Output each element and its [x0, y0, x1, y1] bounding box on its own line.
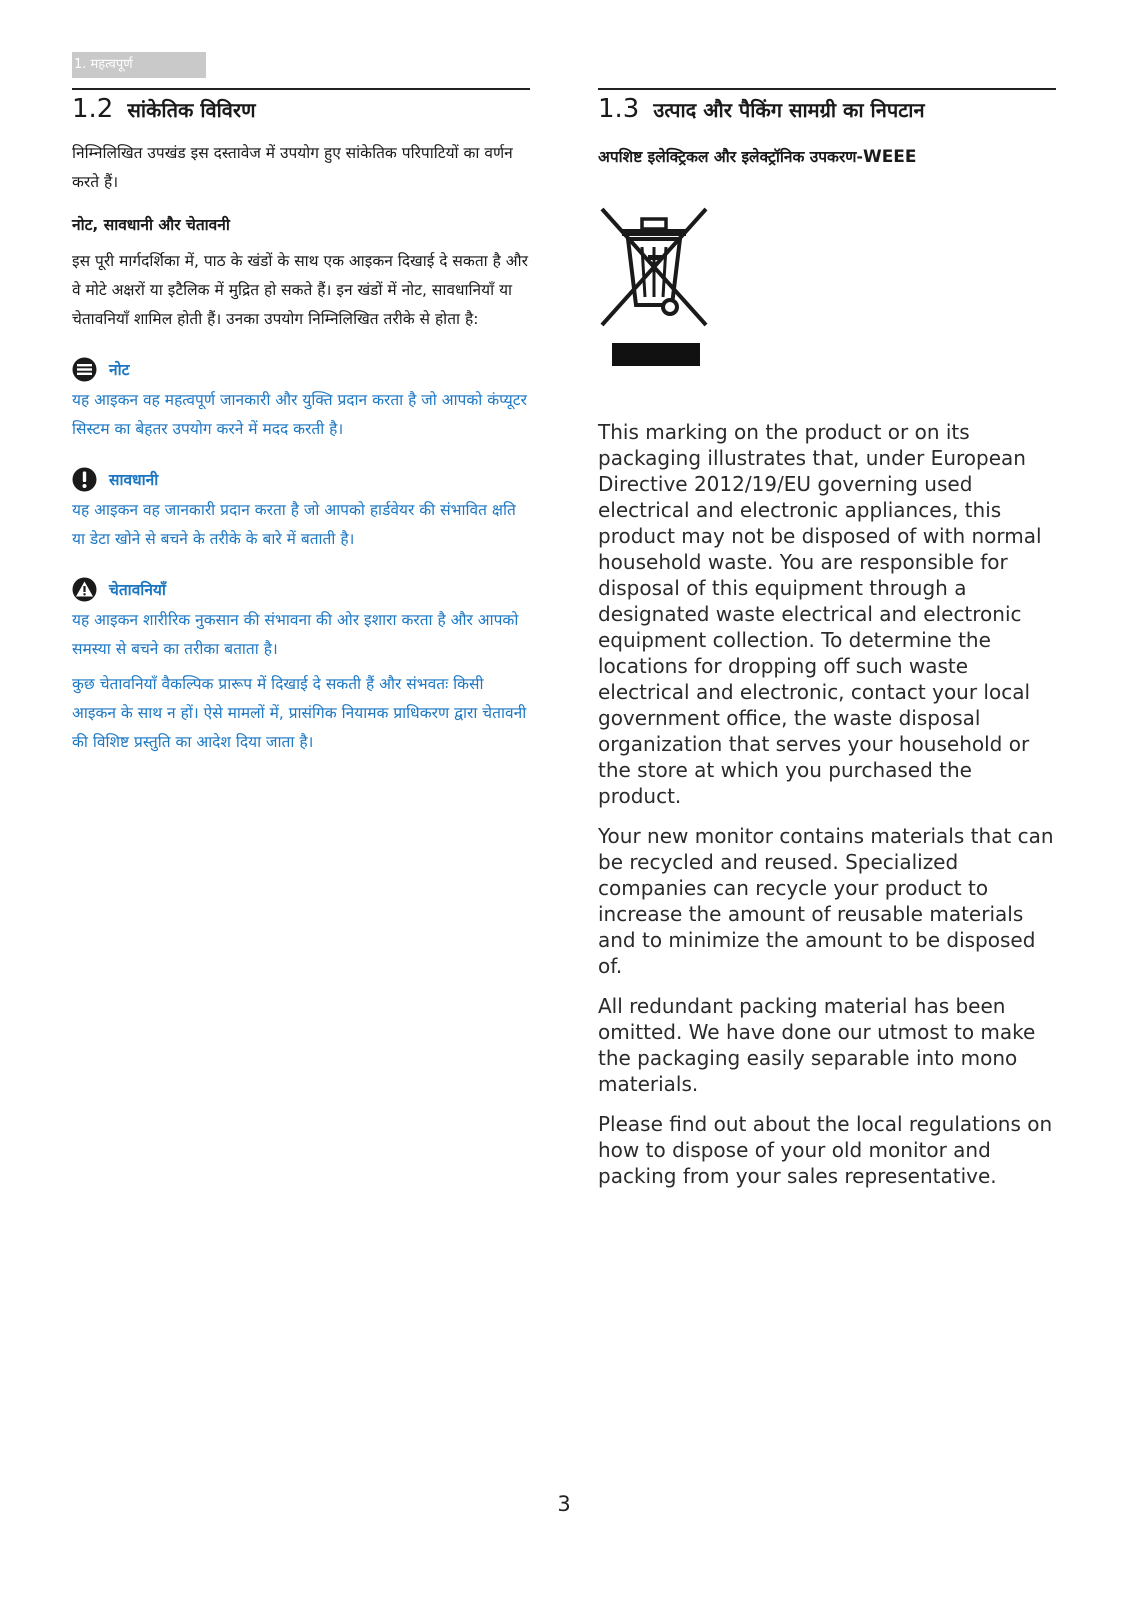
section-rule — [72, 88, 530, 90]
right-column — [598, 88, 1056, 1189]
weee-paragraph-1: This marking on the product or on its packaging illustrates that, under European Directive 2012/19/EU governing used electrical and electronic appliances, this product may not be disposed of with normal household waste. You are responsible for disposal of this equipment through a designated waste electrical and electronic equipment collection. To determine the locations for dropping off such waste electrical and electronic, contact your local government office, the waste disposal organization that serves your household or the store at which you purchased the product. — [598, 420, 1042, 808]
warning-extra-text: कुछ चेतावनियाँ वैकल्पिक प्रारूप में दिखाई दे सकती हैं और संभवतः किसी आइकन के साथ न हों। ऐसे मामलों में, प्रासंगिक नियामक प्राधिकरण द्वारा चेतावनी की विशिष्ट प्रस्तुति का आदेश दिया जाता है। — [72, 675, 527, 751]
caution-heading — [72, 464, 530, 494]
intro-paragraph: निम्निलिखित उपखंड इस दस्तावेज में उपयोग हुए सांकेतिक परिपाटियों का वर्णन करते हैं। — [72, 144, 513, 191]
warning-heading — [72, 574, 530, 604]
caution-text: यह आइकन वह जानकारी प्रदान करता है जो आपको हार्डवेयर की संभावित क्षति या डेटा खोने से बचने के तरीके के बारे में बताती है। — [72, 501, 516, 548]
section-title: उत्पाद और पैकिंग सामग्री का निपटान — [653, 98, 925, 122]
weee-paragraph-3: All redundant packing material has been omitted. We have done our utmost to make the packaging easily separable into mono materials. — [598, 994, 1036, 1096]
caution-label: सावधानी — [109, 471, 159, 489]
section-number: 1.3 — [598, 94, 640, 124]
section-rule — [598, 88, 1056, 90]
warning-label: चेतावनियाँ — [109, 581, 166, 599]
page-number: 3 — [557, 1492, 571, 1516]
section-title: सांकेतिक विविरण — [127, 98, 256, 122]
weee-subheading — [598, 145, 1056, 169]
crossed-bin-icon — [598, 197, 710, 397]
warning-triangle-icon — [72, 577, 97, 602]
weee-paragraph-2: Your new monitor contains materials that can be recycled and reused. Specialized companies can recycle your product to increase the amount of reusable materials and to minimize the amount to be disposed of. — [598, 824, 1054, 978]
exclamation-icon — [72, 467, 97, 492]
note-text: यह आइकन वह महत्वपूर्ण जानकारी और युक्ति प्रदान करता है जो आपको कंप्यूटर सिस्टम का बेहतर उपयोग करने में मदद करती है। — [72, 391, 527, 438]
weee-paragraph-4: Please find out about the local regulations on how to dispose of your old monitor and packing from your sales representative. — [598, 1112, 1053, 1188]
chapter-tab: 1. महत्वपूर्ण — [72, 52, 206, 78]
left-column — [72, 88, 530, 757]
subheading: नोट, सावधानी और चेतावनी — [72, 216, 230, 234]
section-heading-1-2 — [72, 92, 530, 127]
section-number: 1.2 — [72, 94, 114, 124]
warning-text: यह आइकन शारीरिक नुकसान की संभावना की ओर इशारा करता है और आपको समस्या से बचने का तरीका बताता है। — [72, 611, 519, 658]
note-heading — [72, 354, 530, 384]
note-label: नोट — [109, 361, 130, 379]
note-icon — [72, 357, 97, 382]
weee-subheading-abbr: WEEE — [862, 147, 917, 167]
body-paragraph: इस पूरी मार्गदर्शिका में, पाठ के खंडों के साथ एक आइकन दिखाई दे सकता है और वे मोटे अक्षरों या इटैलिक में मुद्रित हो सकते हैं। इन खंडों में नोट, सावधानियाँ या चेतावनियाँ शामिल होती हैं। उनका उपयोग निम्निलिखित तरीके से होता है: — [72, 252, 528, 328]
weee-subheading-hindi: अपशिष्ट इलेक्ट्रिकल और इलेक्ट्रॉनिक उपकरण- — [598, 148, 863, 166]
section-heading-1-3 — [598, 92, 1056, 127]
